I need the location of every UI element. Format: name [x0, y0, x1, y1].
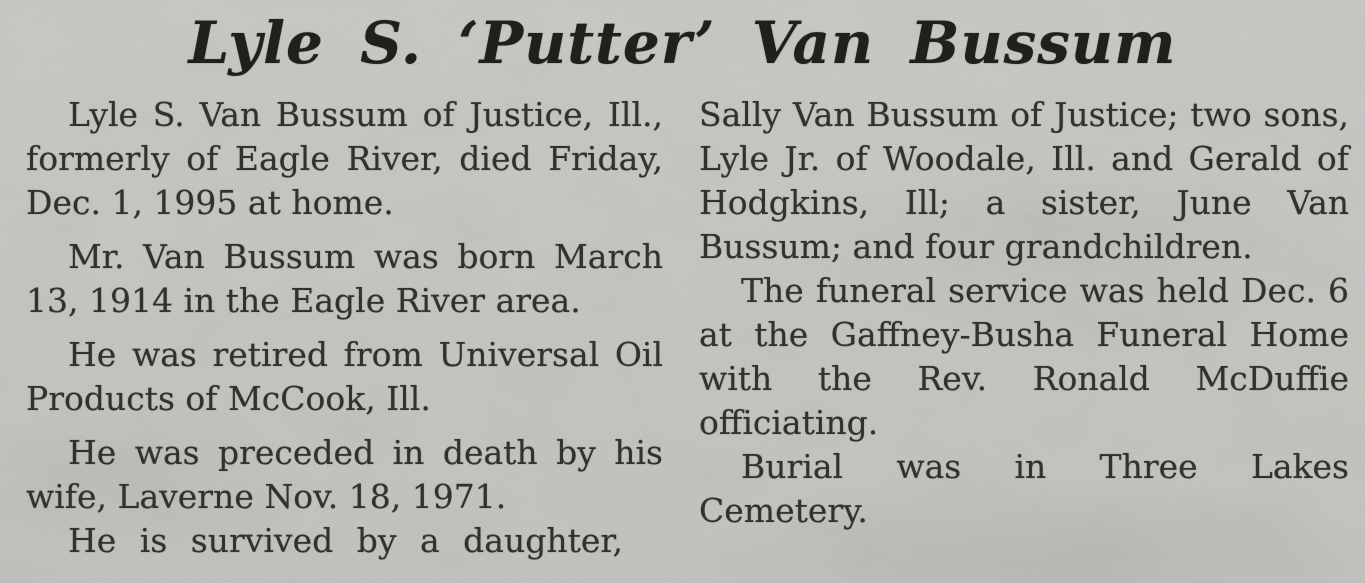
paragraph-career: He was retired from Universal Oil Products of McCook, Ill.	[26, 335, 663, 418]
left-column	[26, 93, 663, 563]
article-body	[0, 80, 1365, 563]
obituary-headline: Lyle S. ‘Putter’ Van Bussum	[188, 9, 1177, 77]
right-column	[699, 93, 1349, 563]
paragraph-preceded-in-death: He was preceded in death by his wife, Laverne Nov. 18, 1971.	[26, 433, 663, 516]
paragraph-birth: Mr. Van Bussum was born March 13, 1914 in the Eagle River area.	[26, 237, 663, 320]
paragraph-survivors-start: He is survived by a daughter,	[68, 521, 624, 560]
paragraph-survivors-continued: Sally Van Bussum of Justice; two sons, Lyle Jr. of Woodale, Ill. and Gerald of Hodgkins, Ill; a sister, June Van Bussum; and four grandchildren.	[699, 95, 1349, 266]
paragraph-burial: Burial was in Three Lakes Cemetery.	[699, 447, 1349, 530]
paragraph-funeral-service: The funeral service was held Dec. 6 at the Gaffney-Busha Funeral Home with the Rev. Ronald McDuffie officiating.	[699, 271, 1349, 442]
paragraph-death-notice: Lyle S. Van Bussum of Justice, Ill., formerly of Eagle River, died Friday, Dec. 1, 1995 at home.	[26, 95, 663, 222]
